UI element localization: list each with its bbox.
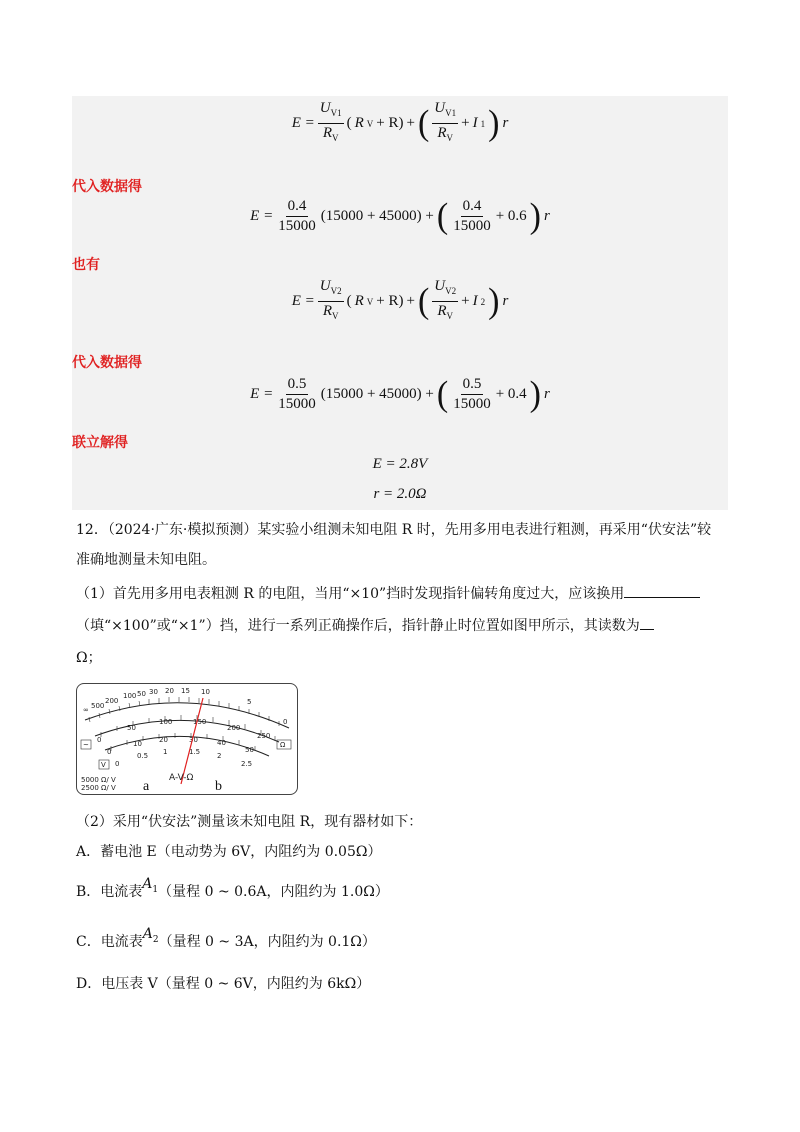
- bottom-label-2: 2: [217, 752, 222, 760]
- question-1-line-1: [76, 584, 700, 604]
- solution-box: [72, 96, 728, 510]
- ohm-label-500: 500: [91, 702, 105, 710]
- question-1-text-1: （1）首先用多用电表粗测 R 的电阻，当用“×10”挡时发现指针偏转角度过大，应该换用: [76, 586, 625, 602]
- ohm-label-inf: ∞: [83, 706, 89, 714]
- tilde-mark: ~: [83, 741, 89, 749]
- label-also: 也有: [72, 257, 100, 273]
- problem-line-2: 准确地测量未知电阻。: [76, 552, 216, 568]
- multimeter-dial: [77, 684, 297, 794]
- bottom-label-0: 0: [115, 760, 120, 768]
- option-a: A．蓄电池 E（电动势为 6V，内阻约为 0.05Ω）: [76, 844, 382, 860]
- equation-4: E = $\frac{0.5}{15000}$ (15000 + 45000) + ( $\frac{0.5}{15000}$ + 0.4 ) r: [250, 374, 550, 414]
- option-b: B．电流表$A_1$（量程 0 ~ 0.6A，内阻约为 1.0Ω）: [76, 876, 389, 900]
- ohm-label-100: 100: [123, 692, 137, 700]
- bottom-label-1: 1: [163, 748, 168, 756]
- answer-blank-2[interactable]: [640, 629, 654, 630]
- terminal-label-b: b: [215, 779, 222, 794]
- bottom-label-2-5: 2.5: [241, 760, 253, 768]
- ohm-label-200: 200: [105, 697, 119, 705]
- answer-blank-1[interactable]: [624, 597, 700, 598]
- option-c: C．电流表$A_2$（量程 0 ~ 3A，内阻约为 0.1Ω）: [76, 926, 376, 950]
- v-mark: V: [101, 761, 106, 769]
- mid-label-250: 250: [257, 732, 271, 740]
- center-label: A-V-Ω: [169, 773, 194, 783]
- multimeter-figure: [76, 683, 298, 795]
- mid-label-200: 200: [227, 724, 241, 732]
- low-label-30: 30: [189, 736, 198, 744]
- spec-line-2: 2500 Ω/ V: [81, 784, 116, 792]
- ohm-label-5: 5: [247, 698, 252, 706]
- low-label-20: 20: [159, 736, 168, 744]
- ohm-label-10: 10: [201, 688, 210, 696]
- meter-needle: [181, 698, 203, 784]
- question-1-text-2: （填“×100”或“×1”）挡，进行一系列正确操作后，指针静止时位置如图甲所示，其读数为: [76, 618, 640, 634]
- ohm-label-30: 30: [149, 688, 158, 696]
- ohm-label-15: 15: [181, 687, 190, 695]
- equation-2: E = $\frac{0.4}{15000}$ (15000 + 45000) + ( $\frac{0.4}{15000}$ + 0.6 ) r: [250, 196, 550, 236]
- result-e: E = 2.8V: [372, 456, 428, 472]
- ohm-label-20: 20: [165, 687, 174, 695]
- dc-scale-arc: [95, 720, 279, 742]
- bottom-label-0-5: 0.5: [137, 752, 149, 760]
- mid-label-50: 50: [127, 724, 136, 732]
- equation-3: E = $\frac{U_{V2}}{R_V}$ ( R V + R) + ( $\frac{U_{V2}}{R_V}$ + I 2 ) r: [291, 278, 509, 321]
- label-solve: 联立解得: [72, 435, 128, 451]
- problem-line-1: 12．（2024·广东·模拟预测）某实验小组测未知电阻 R 时，先用多用电表进行粗测，再采用“伏安法”较: [76, 522, 712, 538]
- mid-label-100: 100: [159, 718, 173, 726]
- label-substitute-2: 代入数据得: [72, 355, 142, 371]
- question-2-intro: （2）采用“伏安法”测量该未知电阻 R，现有器材如下：: [76, 814, 423, 830]
- ohm-scale-arc: [85, 703, 289, 728]
- low-label-0: 0: [107, 748, 112, 756]
- mid-label-0: 0: [97, 736, 102, 744]
- low-label-10: 10: [133, 740, 142, 748]
- low-label-40: 40: [217, 739, 226, 747]
- bottom-label-1-5: 1.5: [189, 748, 201, 756]
- result-r: r = 2.0Ω: [373, 486, 427, 502]
- ohm-label-50: 50: [137, 690, 146, 698]
- question-1-line-2: [76, 616, 654, 636]
- label-substitute-1: 代入数据得: [72, 179, 142, 195]
- spec-line-1: 5000 Ω/ V: [81, 776, 116, 784]
- option-d: D．电压表 V（量程 0 ~ 6V，内阻约为 6kΩ）: [76, 976, 371, 992]
- terminal-label-a: a: [143, 779, 150, 794]
- mid-label-150: 150: [193, 718, 207, 726]
- question-1-line-3: Ω；: [76, 650, 102, 666]
- omega-mark: Ω: [280, 741, 286, 749]
- equation-1: E = $\frac{U_{V1}}{R_V}$ ( R V + R) + ( $\frac{U_{V1}}{R_V}$ + I 1 ) r: [291, 100, 509, 143]
- ohm-label-0: 0: [283, 718, 288, 726]
- low-label-50: 50: [245, 746, 254, 754]
